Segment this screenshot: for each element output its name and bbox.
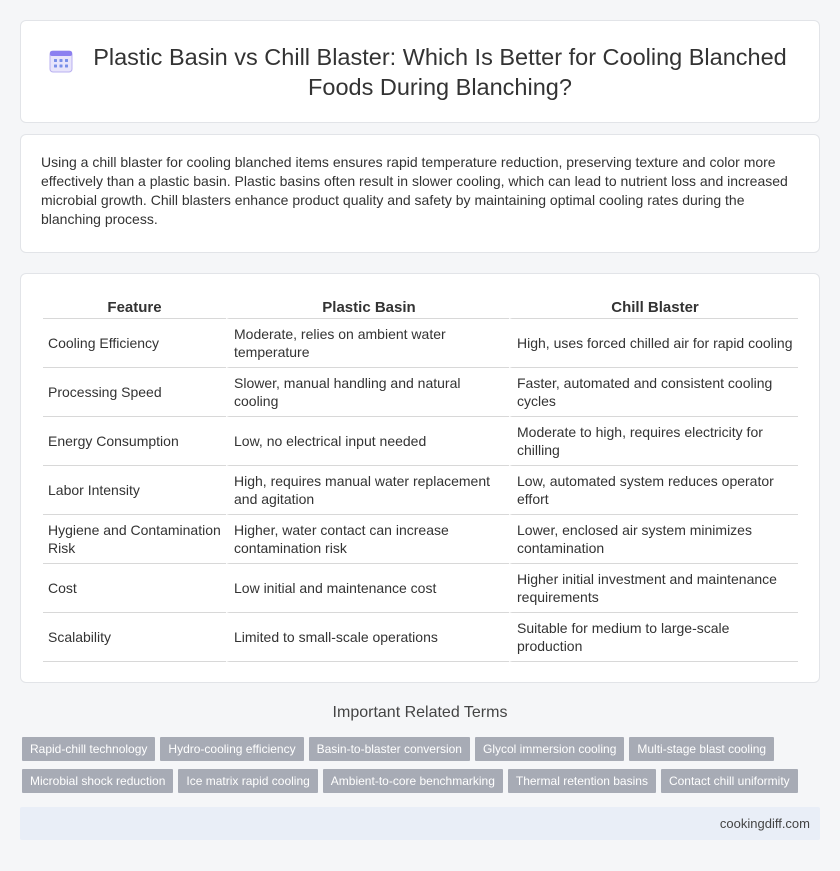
related-term-tag[interactable]: Ambient-to-core benchmarking: [323, 769, 503, 793]
table-row: [43, 466, 798, 515]
related-term-tag[interactable]: Rapid-chill technology: [22, 737, 155, 761]
related-terms-list: [22, 737, 822, 801]
footer: [20, 807, 820, 840]
related-term-tag[interactable]: Hydro-cooling efficiency: [160, 737, 303, 761]
chill-blaster-cell: Low, automated system reduces operator effort: [509, 466, 798, 515]
table-row: [43, 515, 798, 564]
feature-cell: Processing Speed: [43, 368, 226, 417]
plastic-basin-cell: Slower, manual handling and natural cooling: [226, 368, 509, 417]
intro-card: [20, 134, 820, 253]
chill-blaster-cell: Faster, automated and consistent cooling cycles: [509, 368, 798, 417]
plastic-basin-cell: Limited to small-scale operations: [226, 613, 509, 662]
table-row: [43, 613, 798, 662]
footer-site-link[interactable]: cookingdiff.com: [719, 816, 810, 831]
header-chill-blaster: Chill Blaster: [509, 296, 798, 319]
related-term-tag[interactable]: Thermal retention basins: [508, 769, 656, 793]
feature-cell: Labor Intensity: [43, 466, 226, 515]
feature-cell: Cost: [43, 564, 226, 613]
feature-cell: Scalability: [43, 613, 226, 662]
plastic-basin-cell: Moderate, relies on ambient water temperature: [226, 319, 509, 368]
table-row: [43, 564, 798, 613]
chill-blaster-cell: Moderate to high, requires electricity for chilling: [509, 417, 798, 466]
page-title: Plastic Basin vs Chill Blaster: Which Is Better for Cooling Blanched Foods During Blanching?: [93, 43, 787, 100]
intro-text: Using a chill blaster for cooling blanched items ensures rapid temperature reduction, preserving texture and color more effectively than a plastic basin. Plastic basins often result in slower cooling, which can lead to nutrient loss and increased microbial growth. Chill blasters enhance product quality and safety by maintaining optimal cooling rates during the blanching process.: [41, 154, 788, 227]
comparison-table: [43, 296, 798, 662]
related-term-tag[interactable]: Basin-to-blaster conversion: [309, 737, 470, 761]
chill-blaster-cell: Suitable for medium to large-scale production: [509, 613, 798, 662]
comparison-card: [20, 273, 820, 683]
plastic-basin-cell: High, requires manual water replacement and agitation: [226, 466, 509, 515]
feature-cell: Cooling Efficiency: [43, 319, 226, 368]
plastic-basin-cell: Low initial and maintenance cost: [226, 564, 509, 613]
title-card: [20, 20, 820, 123]
chill-blaster-cell: High, uses forced chilled air for rapid cooling: [509, 319, 798, 368]
table-row: [43, 417, 798, 466]
related-term-tag[interactable]: Ice matrix rapid cooling: [178, 769, 317, 793]
chill-blaster-cell: Higher initial investment and maintenance requirements: [509, 564, 798, 613]
plastic-basin-cell: Higher, water contact can increase contamination risk: [226, 515, 509, 564]
related-term-tag[interactable]: Glycol immersion cooling: [475, 737, 624, 761]
related-term-tag[interactable]: Contact chill uniformity: [661, 769, 798, 793]
chill-blaster-cell: Lower, enclosed air system minimizes contamination: [509, 515, 798, 564]
feature-cell: Hygiene and Contamination Risk: [43, 515, 226, 564]
feature-cell: Energy Consumption: [43, 417, 226, 466]
table-row: [43, 319, 798, 368]
related-term-tag[interactable]: Multi-stage blast cooling: [629, 737, 774, 761]
related-terms-heading: Important Related Terms: [332, 704, 508, 721]
header-plastic-basin: Plastic Basin: [226, 296, 509, 319]
related-term-tag[interactable]: Microbial shock reduction: [22, 769, 173, 793]
calendar-grid-icon: [47, 47, 75, 75]
header-feature: Feature: [43, 296, 226, 319]
table-row: [43, 368, 798, 417]
table-header-row: [43, 296, 798, 319]
plastic-basin-cell: Low, no electrical input needed: [226, 417, 509, 466]
